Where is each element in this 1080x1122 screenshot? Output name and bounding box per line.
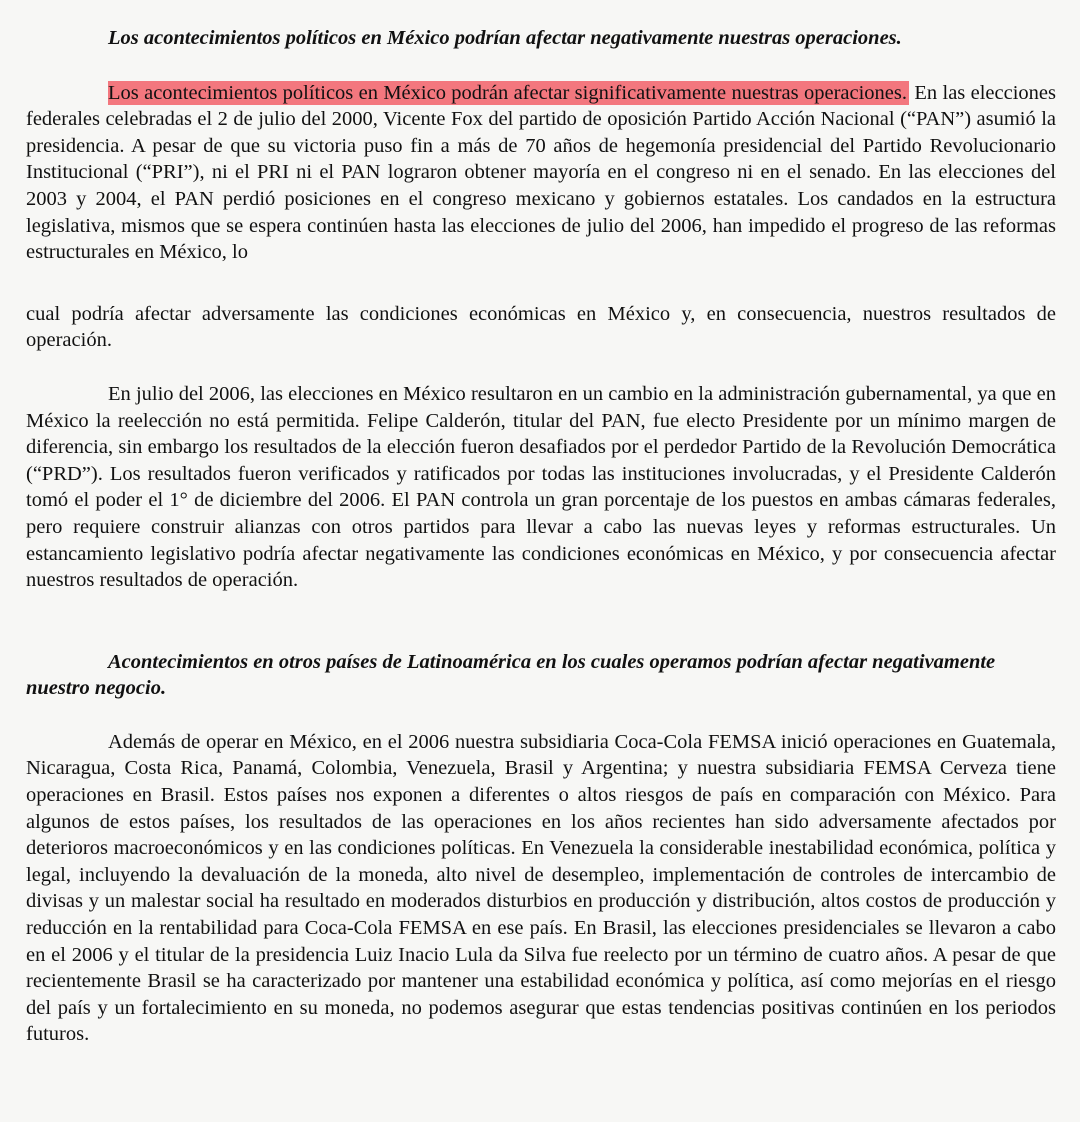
paragraph-latin-america-operations: Además de operar en México, en el 2006 nuestra subsidiaria Coca-Cola FEMSA inició operaciones en Guatemala, Nicaragua, Costa Rica, Panamá, Colombia, Venezuela, Brasil y Argentina; y nuestra subsidiaria FEMSA Cerveza tiene operaciones en Brasil. Estos países nos exponen a diferentes o altos riesgos de país en comparación con México. Para algunos de estos países, los resultados de las operaciones en los años recientes han sido adversamente afectados por deterioros macroeconómicos y en las condiciones políticas. En Venezuela la considerable inestabilidad económica, política y legal, incluyendo la devaluación de la moneda, alto nivel de desempleo, implementación de controles de intercambio de divisas y un malestar social ha resultado en moderados disturbios en producción y distribución, altos costos de producción y reducción en la rentabilidad para Coca-Cola FEMSA en ese país. En Brasil, las elecciones presidenciales se llevaron a cabo en el 2006 y el titular de la presidencia Luiz Inacio Lula da Silva fue reelecto por un término de cuatro años. A pesar de que recientemente Brasil se ha caracterizado por mantener una estabilidad económica y política, así como mejorías en el riesgo del país y un fortalecimiento en su moneda, no podemos asegurar que estas tendencias positivas continúen en los periodos futuros. [26,730,1056,1046]
paragraph-political-mexico [26,80,1056,266]
paragraph-continuation: cual podría afectar adversamente las condiciones económicas en México y, en consecuencia, nuestros resultados de operación. [26,302,1056,352]
document-body [26,25,1056,1048]
highlighted-sentence: Los acontecimientos políticos en México podrán afectar significativamente nuestras operaciones. [108,81,908,104]
section-heading-latin-america: Acontecimientos en otros países de Latinoamérica en los cuales operamos podrían afectar negativamente nuestro negocio. [26,650,996,700]
paragraph-text: En las elecciones federales celebradas el 2 de julio del 2000, Vicente Fox del partido de oposición Partido Acción Nacional (“PAN”) asumió la presidencia. A pesar de que su victoria puso fin a más de 70 años de hegemonía presidencial del Partido Revolucionario Institucional (“PRI”), ni el PRI ni el PAN lograron obtener mayoría en el congreso ni en el senado. En las elecciones del 2003 y 2004, el PAN perdió posiciones en el congreso mexicano y gobiernos estatales. Los candados en la estructura legislativa, mismos que se espera continúen hasta las elecciones de julio del 2006, han impedido el progreso de las reformas estructurales en México, lo [26,81,1056,264]
paragraph-elections-2006: En julio del 2006, las elecciones en México resultaron en un cambio en la administración gubernamental, ya que en México la reelección no está permitida. Felipe Calderón, titular del PAN, fue electo Presidente por un mínimo margen de diferencia, sin embargo los resultados de la elección fueron desafiados por el perdedor Partido de la Revolución Democrática (“PRD”). Los resultados fueron verificados y ratificados por todas las instituciones involucradas, y el Presidente Calderón tomó el poder el 1° de diciembre del 2006. El PAN controla un gran porcentaje de los puestos en ambas cámaras federales, pero requiere construir alianzas con otros partidos para llevar a cabo las nuevas leyes y reformas estructurales. Un estancamiento legislativo podría afectar negativamente las condiciones económicas en México, y por consecuencia afectar nuestros resultados de operación. [26,382,1056,592]
section-heading-political-mexico: Los acontecimientos políticos en México podrían afectar negativamente nuestras operaciones. [108,27,902,49]
